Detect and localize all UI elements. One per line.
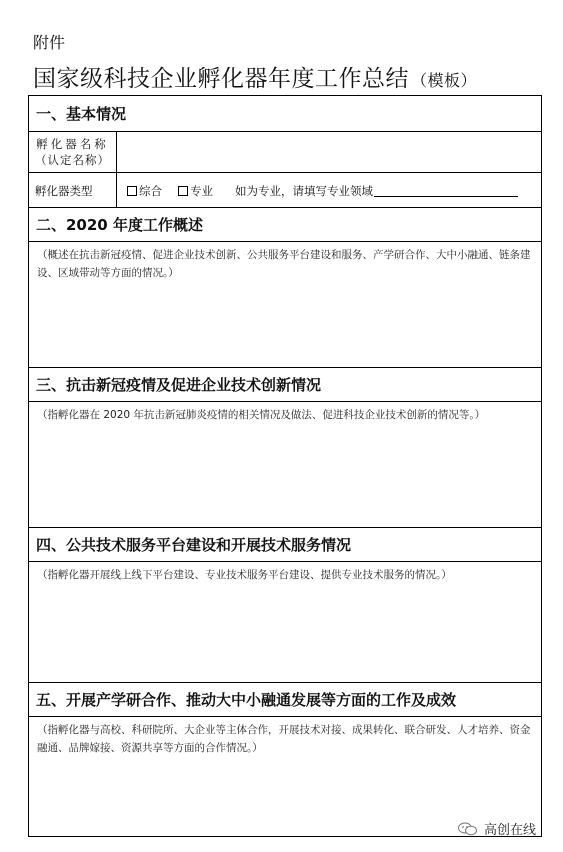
name-label-line2: （认定名称）	[35, 153, 110, 167]
checkbox-specialized[interactable]	[178, 186, 188, 196]
option-comprehensive[interactable]	[127, 183, 162, 199]
type-label: 孵化器类型	[29, 173, 117, 208]
section-desc-overview[interactable]: （概述在抗击新冠疫情、促进企业技术创新、公共服务平台建设和服务、产学研合作、大中小融通、链条建设、区域带动等方面的情况。）	[29, 241, 541, 362]
name-label	[29, 132, 117, 173]
section-heading-cooperation: 五、开展产学研合作、推动大中小融通发展等方面的工作及成效	[29, 682, 541, 716]
name-field[interactable]	[117, 132, 541, 173]
section-desc-platform[interactable]: （指孵化器开展线上线下平台建设、专业技术服务平台建设、提供专业技术服务的情况。）	[29, 561, 541, 677]
title-main: 国家级科技企业孵化器年度工作总结	[33, 66, 409, 92]
watermark	[458, 819, 536, 838]
watermark-text: 高创在线	[484, 823, 537, 838]
specialized-prompt: 如为专业，请填写专业领域	[235, 183, 373, 198]
type-options	[127, 173, 518, 208]
title-suffix: （模板）	[411, 71, 478, 90]
section-heading-overview: 二、2020 年度工作概述	[29, 207, 541, 241]
section-heading-covid: 三、抗击新冠疫情及促进企业技术创新情况	[29, 367, 541, 401]
option-comprehensive-label: 综合	[139, 183, 162, 198]
name-row	[29, 131, 541, 173]
document-title	[33, 60, 477, 93]
type-row	[29, 172, 541, 208]
wechat-icon	[458, 822, 478, 836]
summary-form	[28, 95, 542, 837]
section-heading-platform: 四、公共技术服务平台建设和开展技术服务情况	[29, 527, 541, 561]
checkbox-comprehensive[interactable]	[127, 186, 137, 196]
name-label-line1: 孵化器名称	[36, 137, 109, 151]
option-specialized[interactable]	[178, 183, 213, 199]
section-heading-basic: 一、基本情况	[36, 105, 127, 123]
section-desc-covid[interactable]: （指孵化器在 2020 年抗击新冠肺炎疫情的相关情况及做法、促进科技企业技术创新的情况等。）	[29, 401, 541, 522]
option-specialized-label: 专业	[190, 183, 213, 198]
specialized-field-line[interactable]	[374, 184, 518, 197]
attachment-label: 附件	[33, 33, 66, 52]
section-desc-cooperation[interactable]: （指孵化器与高校、科研院所、大企业等主体合作，开展技术对接、成果转化、联合研发、人才培养、资金融通、品牌嫁接、资源共享等方面的合作情况。）	[29, 716, 541, 836]
